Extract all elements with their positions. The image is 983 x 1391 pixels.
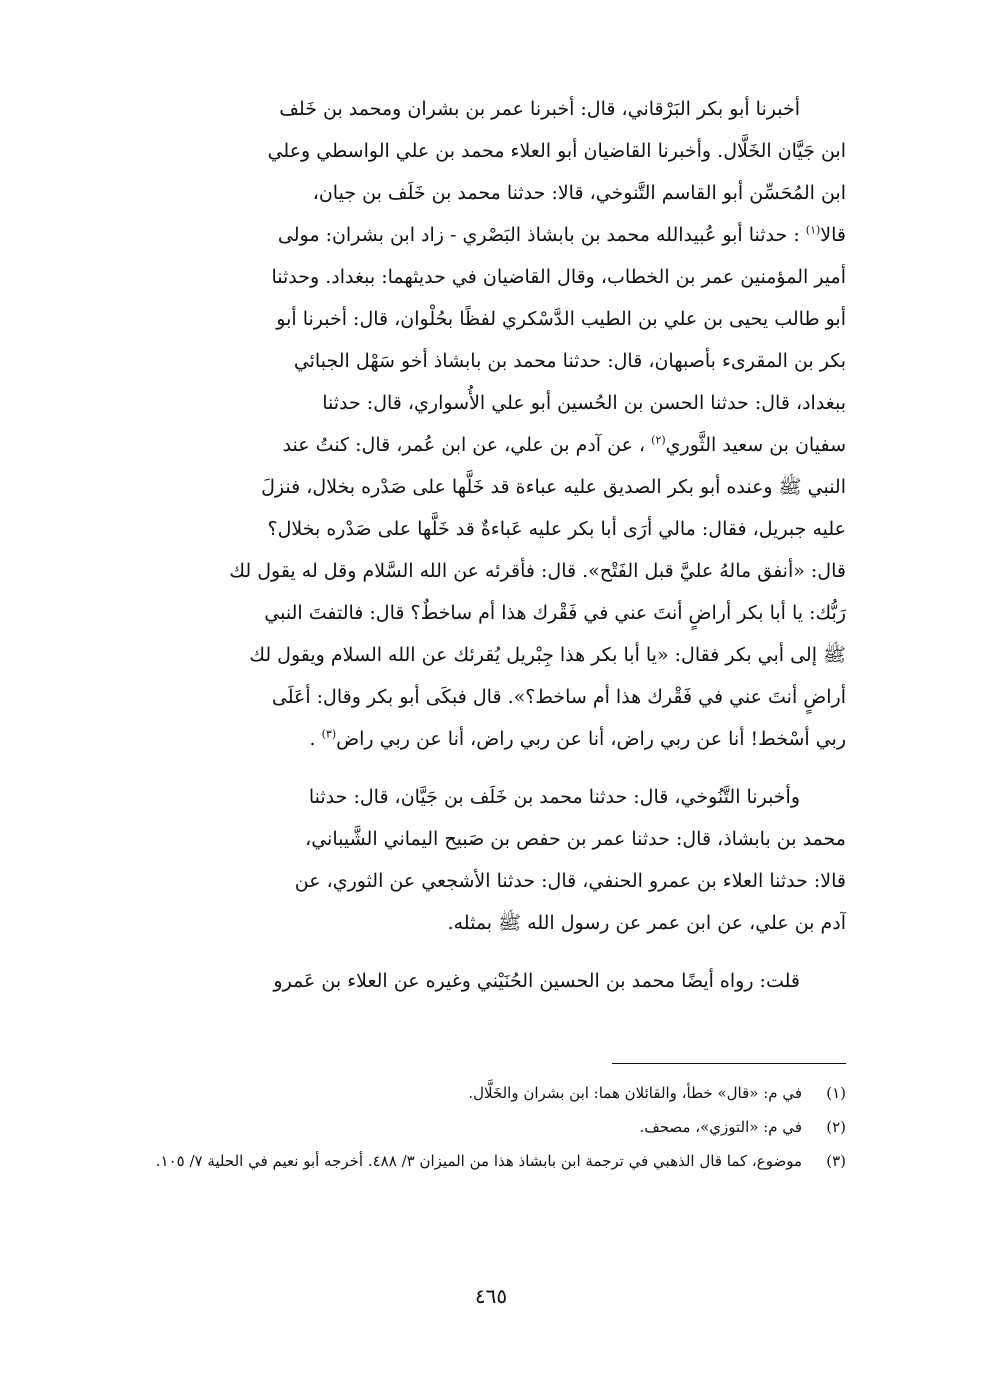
text-line: قال: «أنفق مالهُ عليَّ قبل الفَتْح». قال: فأقرئه عن الله السَّلام وقل له يقول لك: [229, 560, 846, 582]
text-line: أراضٍ أنتَ عني في فَقْرك هذا أم ساخط؟». قال فبكَى أبو بكر وقال: أعَلَى: [271, 686, 846, 708]
text-line: وأخبرنا التَّنُوخي، قال: حدثنا محمد بن خَلَف بن جَيَّان، قال: حدثنا: [308, 786, 800, 808]
footnotes-section: [130, 1078, 846, 1180]
page-number: ٤٦٥: [474, 1284, 508, 1308]
footnote-2: [130, 1112, 846, 1142]
text-line: أخبرنا أبو بكر البَرْقاني، قال: أخبرنا عمر بن بشران ومحمد بن خَلف: [279, 98, 800, 120]
text-line: ﷺ إلى أبي بكر فقال: «يا أبا بكر هذا جِبْريل يُقرئك عن الله السلام ويقول لك: [249, 644, 846, 666]
paragraph-3: [130, 960, 846, 1002]
text-line: عليه جبريل، فقال: مالي أرَى أبا بكر عليه عَباءةٌ قد خَلَّها على صَدْره بخلال؟: [267, 518, 846, 540]
paragraph-spacer: [130, 944, 846, 960]
text-fragment: قالا: [820, 224, 846, 246]
footnote-3: [130, 1146, 846, 1176]
text-fragment: .: [309, 728, 316, 750]
text-line: أمير المؤمنين عمر بن الخطاب، وقال القاضيان في حديثهما: ببغداد. وحدثنا: [271, 266, 846, 288]
paragraph-1: [130, 88, 846, 760]
main-text-block: [130, 88, 846, 1002]
paragraph-2: [130, 776, 846, 944]
paragraph-spacer: [130, 760, 846, 776]
footnote-marker-1: (١): [805, 223, 821, 237]
footnote-text: في م: «قال» خطأ، والقائلان هما: ابن بشران والخَلَّال.: [468, 1084, 802, 1102]
text-line: ابن جَيَّان الخَلَّال. وأخبرنا القاضيان أبو العلاء محمد بن علي الواسطي وعلي: [267, 140, 846, 162]
footnote-number: (١): [826, 1084, 846, 1102]
footnote-number: (٣): [826, 1152, 846, 1170]
footnote-divider: [612, 1063, 846, 1064]
footnote-text: في م: «التوزي»، مصحف.: [639, 1118, 802, 1136]
text-fragment: ربي أسْخط! أنا عن ربي راض، أنا عن ربي راض، أنا عن ربي راض: [336, 728, 846, 750]
footnote-text: موضوع، كما قال الذهبي في ترجمة ابن بابشاذ هذا من الميزان ٣/ ٤٨٨. أخرجه أبو نعيم في الحلية ٧/ ١٠٥.: [155, 1152, 802, 1170]
footnote-1: [130, 1078, 846, 1108]
text-fragment: سفيان بن سعيد الثَّوري: [665, 434, 846, 456]
footnote-marker-3: (٣): [321, 727, 337, 741]
text-line: [130, 718, 846, 760]
footnote-marker-2: (٢): [651, 433, 666, 447]
text-line: [130, 424, 846, 466]
text-line: قالا: حدثنا العلاء بن عمرو الحنفي، قال: حدثنا الأشجعي عن الثوري، عن: [294, 870, 846, 892]
text-line: أبو طالب يحيى بن علي بن الطيب الدَّسْكري لفظًا بحُلْوان، قال: أخبرنا أبو: [276, 308, 846, 330]
text-line: ببغداد، قال: حدثنا الحسن بن الحُسين أبو علي الأُسواري، قال: حدثنا: [322, 392, 846, 414]
footnote-number: (٢): [826, 1118, 846, 1136]
text-line: [130, 214, 846, 256]
text-fragment: : حدثنا أبو عُبيدالله محمد بن بابشاذ البَصْري - زاد ابن بشران: مولى: [277, 224, 800, 246]
text-line: رَبُّك: يا أبا بكر أراضٍ أنتَ عني في فَقْرك هذا أم ساخطٌ؟ قال: فالتفتَ النبي: [264, 602, 846, 624]
text-line: النبي ﷺ وعنده أبو بكر الصديق عليه عباءة قد خَلَّها على صَدْره بخلال، فنزلَ: [261, 476, 846, 498]
text-line: ابن المُحَسِّن أبو القاسم التَّنوخي، قالا: حدثنا محمد بن خَلَف بن جيان،: [312, 182, 846, 204]
text-fragment: ، عن آدم بن علي، عن ابن عُمر، قال: كنتُ عند: [282, 434, 646, 456]
text-line: بكر بن المقرىء بأصبهان، قال: حدثنا محمد بن بابشاذ أخو سَهْل الجبائي: [293, 350, 846, 372]
text-line: آدم بن علي، عن ابن عمر عن رسول الله ﷺ بمثله.: [447, 912, 846, 934]
text-line: محمد بن بابشاذ، قال: حدثنا عمر بن حفص بن صَبيح اليماني الشَّيباني،: [305, 828, 846, 850]
text-line: قلت: رواه أيضًا محمد بن الحسين الحُنَيْني وغيره عن العلاء بن عَمرو: [273, 970, 800, 992]
